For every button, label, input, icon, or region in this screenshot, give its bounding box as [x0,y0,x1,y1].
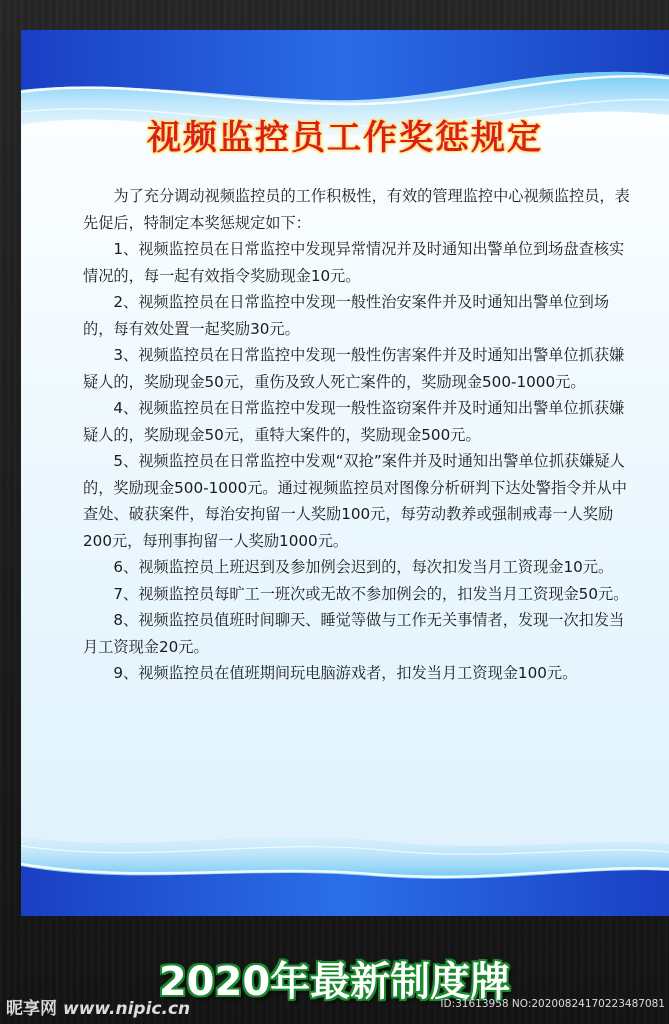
rule-item-4: 4、视频监控员在日常监控中发现一般性盗窃案件并及时通知出警单位抓获嫌疑人的，奖励现金50元，重特大案件的，奖励现金500元。 [83,399,625,444]
image-id-label: ID:31613958 NO:20200824170223487081 [440,998,665,1010]
regulation-text [83,183,639,687]
page-title: 视频监控员工作奖惩规定 [147,118,543,158]
notice-board [21,30,669,916]
rule-item-9: 9、视频监控员在值班期间玩电脑游戏者，扣发当月工资现金100元。 [113,664,578,682]
intro-paragraph: 为了充分调动视频监控员的工作积极性，有效的管理监控中心视频监控员，表先促后，特制定本奖惩规定如下： [83,187,630,232]
footer-banner: 2020年最新制度牌 [158,959,511,1005]
watermark [6,994,190,1019]
rule-item-5: 5、视频监控员在日常监控中发观“双抢”案件并及时通知出警单位抓获嫌疑人的，奖励现金500-1000元。通过视频监控员对图像分析研判下达处警指令并从中查处、破获案件，每治安拘留一人奖励100元，每劳动教养或强制戒毒一人奖励200元，每刑事拘留一人奖励1000元。 [83,452,627,550]
rule-item-1: 1、视频监控员在日常监控中发现异常情况并及时通知出警单位到场盘查核实情况的，每一起有效指令奖励现金10元。 [83,240,625,285]
rule-item-7: 7、视频监控员每旷工一班次或无故不参加例会的，扣发当月工资现金50元。 [113,584,629,603]
rule-item-6: 6、视频监控员上班迟到及参加例会迟到的，每次扣发当月工资现金10元。 [113,558,614,576]
rule-item-3: 3、视频监控员在日常监控中发现一般性伤害案件并及时通知出警单位抓获嫌疑人的，奖励现金50元，重伤及致人死亡案件的，奖励现金500-1000元。 [83,346,625,391]
watermark-brand: 昵享网 [6,999,57,1019]
rule-item-2: 2、视频监控员在日常监控中发现一般性治安案件并及时通知出警单位到场的，每有效处置一起奖励30元。 [83,293,610,338]
rule-item-8: 8、视频监控员值班时间聊天、睡觉等做与工作无关事情者，发现一次扣发当月工资现金20元。 [83,611,625,656]
watermark-site: www.nipic.cn [63,999,191,1019]
bottom-wave-decoration [21,826,669,916]
